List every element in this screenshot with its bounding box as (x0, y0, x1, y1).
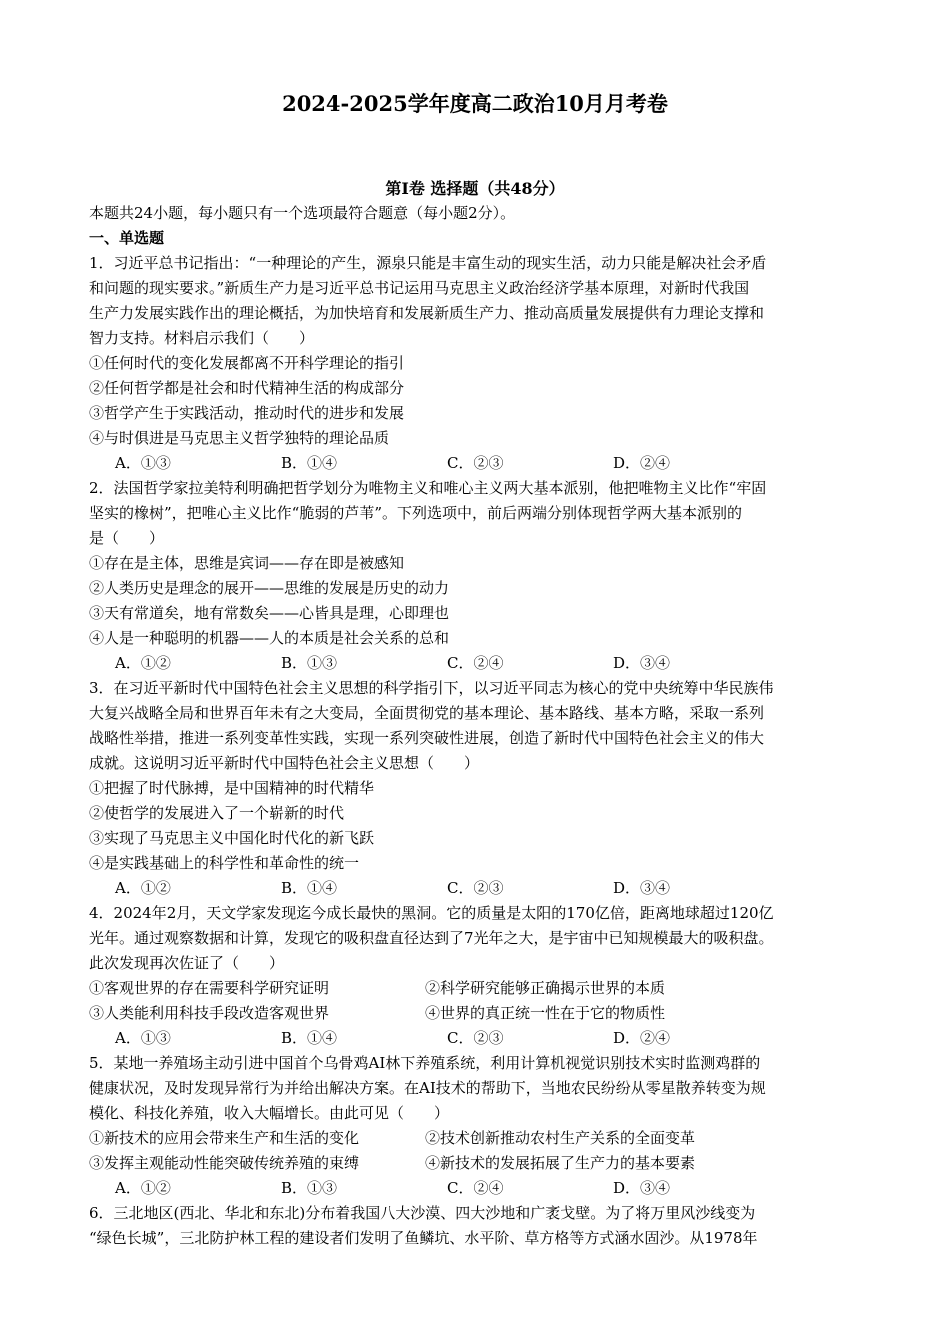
statement: ②使哲学的发展进入了一个崭新的时代 (89, 804, 345, 822)
question-3 (89, 676, 854, 901)
exam-content (89, 201, 854, 1251)
option-a[interactable]: A．①③ (115, 1029, 171, 1047)
option-c[interactable]: C．②④ (447, 1179, 504, 1197)
question-stem-line: 4．2024年2月，天文学家发现迄今成长最快的黑洞。它的质量是太阳的170亿倍，距离地球超过120亿 (89, 904, 774, 922)
statement: ②任何哲学都是社会和时代精神生活的构成部分 (89, 379, 405, 397)
question-stem-line: 战略性举措，推进一系列变革性实践，实现一系列突破性进展，创造了新时代中国特色社会主义的伟大 (89, 729, 765, 747)
answer-options (89, 876, 854, 901)
question-stem-line: 成就。这说明习近平新时代中国特色社会主义思想（ ） (89, 754, 480, 772)
instructions: 本题共24小题，每小题只有一个选项最符合题意（每小题2分）。 (89, 204, 516, 222)
question-stem-line: 坚实的橡树”，把唯心主义比作“脆弱的芦苇”。下列选项中，前后两端分别体现哲学两大基本派别的 (89, 504, 743, 522)
statement: ①存在是主体，思维是宾词——存在即是被感知 (89, 554, 405, 572)
answer-options (89, 1176, 854, 1201)
option-b[interactable]: B．①④ (281, 454, 338, 472)
statement: ④新技术的发展拓展了生产力的基本要素 (425, 1154, 696, 1172)
statement: ④是实践基础上的科学性和革命性的统一 (89, 854, 360, 872)
option-d[interactable]: D．③④ (613, 1179, 671, 1197)
option-d[interactable]: D．③④ (613, 879, 671, 897)
question-stem-line: 生产力发展实践作出的理论概括，为加快培育和发展新质生产力、推动高质量发展提供有力理论支撑和 (89, 304, 765, 322)
question-1 (89, 251, 854, 476)
statement: ④世界的真正统一性在于它的物质性 (425, 1004, 666, 1022)
option-a[interactable]: A．①② (115, 879, 171, 897)
question-stem-line: 和问题的现实要求。”新质生产力是习近平总书记运用马克思主义政治经济学基本原理，对新时代我国 (89, 279, 750, 297)
question-2 (89, 476, 854, 676)
question-stem-line: 光年。通过观察数据和计算，发现它的吸积盘直径达到了7光年之大，是宇宙中已知规模最大的吸积盘。 (89, 929, 774, 947)
option-c[interactable]: C．②③ (447, 454, 504, 472)
statement: ③天有常道矣，地有常数矣——心皆具是理，心即理也 (89, 604, 450, 622)
question-stem-line: 此次发现再次佐证了（ ） (89, 954, 285, 972)
answer-options (89, 651, 854, 676)
statement: ④与时俱进是马克思主义哲学独特的理论品质 (89, 429, 390, 447)
option-c[interactable]: C．②④ (447, 654, 504, 672)
question-stem-line: 6．三北地区(西北、华北和东北)分布着我国八大沙漠、四大沙地和广袤戈壁。为了将万里风沙线变为 (89, 1204, 756, 1222)
section-title: 第Ⅰ卷 选择题（共48分） (385, 179, 565, 198)
option-d[interactable]: D．③④ (613, 654, 671, 672)
question-stem-line: 模化、科技化养殖，收入大幅增长。由此可见（ ） (89, 1104, 450, 1122)
statement: ①客观世界的存在需要科学研究证明 (89, 979, 330, 997)
statement: ①新技术的应用会带来生产和生活的变化 (89, 1129, 360, 1147)
statement: ②人类历史是理念的展开——思维的发展是历史的动力 (89, 579, 450, 597)
question-5 (89, 1051, 854, 1201)
statement-pair (89, 1126, 854, 1151)
question-stem-line: 智力支持。材料启示我们（ ） (89, 329, 315, 347)
option-c[interactable]: C．②③ (447, 1029, 504, 1047)
option-c[interactable]: C．②③ (447, 879, 504, 897)
statement: ①任何时代的变化发展都离不开科学理论的指引 (89, 354, 405, 372)
exam-title: 2024-2025学年度高二政治10月月考卷 (282, 91, 668, 116)
statement-pair (89, 976, 854, 1001)
option-d[interactable]: D．②④ (613, 454, 671, 472)
question-stem-line: “绿色长城”，三北防护林工程的建设者们发明了鱼鳞坑、水平阶、草方格等方式涵水固沙。从1978年 (89, 1229, 758, 1247)
part-heading: 一、单选题 (89, 229, 165, 247)
question-stem-line: 1．习近平总书记指出：“一种理论的产生，源泉只能是丰富生动的现实生活，动力只能是解决社会矛盾 (89, 254, 767, 272)
question-4 (89, 901, 854, 1051)
option-a[interactable]: A．①③ (115, 454, 171, 472)
statement: ②科学研究能够正确揭示世界的本质 (425, 979, 666, 997)
option-b[interactable]: B．①③ (281, 1179, 338, 1197)
question-stem-line: 大复兴战略全局和世界百年未有之大变局，全面贯彻党的基本理论、基本路线、基本方略，采取一系列 (89, 704, 765, 722)
option-b[interactable]: B．①④ (281, 879, 338, 897)
option-a[interactable]: A．①② (115, 654, 171, 672)
question-stem-line: 3．在习近平新时代中国特色社会主义思想的科学指引下，以习近平同志为核心的党中央统筹中华民族伟 (89, 679, 774, 697)
option-b[interactable]: B．①③ (281, 654, 338, 672)
question-stem-line: 2．法国哲学家拉美特利明确把哲学划分为唯物主义和唯心主义两大基本派别，他把唯物主义比作“牢固 (89, 479, 767, 497)
statement-pair (89, 1001, 854, 1026)
statement: ③人类能利用科技手段改造客观世界 (89, 1004, 330, 1022)
option-a[interactable]: A．①② (115, 1179, 171, 1197)
question-6 (89, 1201, 854, 1251)
answer-options (89, 1026, 854, 1051)
question-stem-line: 健康状况，及时发现异常行为并给出解决方案。在AI技术的帮助下，当地农民纷纷从零星散养转变为规 (89, 1079, 766, 1097)
statement: ③发挥主观能动性能突破传统养殖的束缚 (89, 1154, 360, 1172)
statement: ③实现了马克思主义中国化时代化的新飞跃 (89, 829, 375, 847)
answer-options (89, 451, 854, 476)
option-d[interactable]: D．②④ (613, 1029, 671, 1047)
statement: ③哲学产生于实践活动，推动时代的进步和发展 (89, 404, 405, 422)
question-stem-line: 是（ ） (89, 529, 165, 547)
statement: ②技术创新推动农村生产关系的全面变革 (425, 1129, 696, 1147)
option-b[interactable]: B．①④ (281, 1029, 338, 1047)
question-stem-line: 5．某地一养殖场主动引进中国首个乌骨鸡AI林下养殖系统，利用计算机视觉识别技术实时监测鸡群的 (89, 1054, 761, 1072)
statement-pair (89, 1151, 854, 1176)
statement: ①把握了时代脉搏，是中国精神的时代精华 (89, 779, 375, 797)
statement: ④人是一种聪明的机器——人的本质是社会关系的总和 (89, 629, 450, 647)
